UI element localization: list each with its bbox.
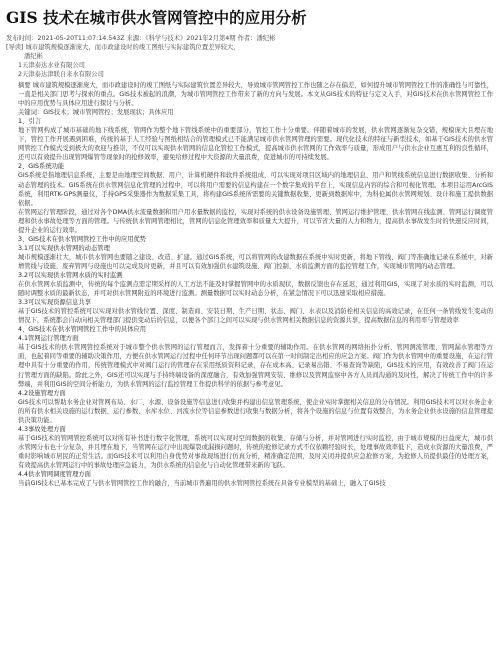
paragraph: 基于GIS技术的管控系统可以实现对供水管线位置、深度、制造商、安装日期、生产日期、状态、阀门、水表以及消防栓相关信息的高效记录，在任何一条管线发生变动的情况下，系统都会自动向相关管理部门提供变动后的信息，以便各个部门之间可以实现与供水管网相关数据信息的资源共享，提高数据信息的利用率与管理效率	[18, 308, 493, 325]
paragraph: 在供水管网水质监测中，传统的每个监测点需定期采样的人工方法不能及时掌握管网中的水质现状，数据反馈也存在延迟，通过利用GIS，实现了对水质的实时监测，可以随时调整水质的最新状态，并可对供水管网附近的环境进行监测。测量数据可以实时动态分析，在紧急情况下可以迅速采取相应措施。	[18, 281, 493, 298]
subsection-heading: 4.2设施管理方面	[18, 389, 66, 397]
publish-meta: 发布时间：2021-05-20T11:07:14.543Z 来源：《科学与技术》2021年2月第4期 作者：潘纪彬	[6, 35, 276, 42]
subsection-heading: 4.3事故处理方面	[18, 425, 66, 433]
section-heading: 3、GIS技术在供水管网管控工作中的应用优势	[18, 235, 147, 243]
subsection-heading: 4.1管网运行管理方面	[18, 335, 79, 343]
paragraph: 当前GIS技术已基本完成了与供水管网管控工作的融合，当前城市普遍用的供水管网管控系统在具备专业模型的基础上，融入了GIS技	[18, 480, 386, 488]
paragraph: 基于GIS技术的管网管控系统可以对所有补书进行数字化管理，系统可以实现对空间数据的收集、存储与分析，并对管网进行实时监控，由于城市规模的日益庞大，城市供水管网分布也十分复杂，并且埋在地下，当管网在运行中出现爆裂或漏损问题时，传统的抢修记录方式不仅依赖经验时长，处理事故效率低下，造成水资源的大量浪费，严重时影响城市居民的正常生活。而GIS技术可以利用自身优势对事故现场进行仿真分析，精准确定范围，及时关闭并提供应急抢修方案，为抢修人员提供最佳的处理方案，有效提高供水管网运行中的事故处理应急能力，为供水系统的信息化与自动化管理带来新的飞跃。	[18, 434, 493, 469]
paragraph: 地下管网构成了城市基础的地下线系统，管网作为整个地下管线系统中的重要部分，管控工作十分重要。伴随着城市的发展，供水管网逐渐复杂交错，规模庞大且埋在地下，管控工作开展遇到困难，传统的基于人工经验与图纸相结合的管理模式已不能满足城市供水管网管理的需要。现代化技术的特征与新型技术，如基于GIS技术的供水管网管控工作模式受到极大的欢迎与推崇，不仅可以实现供水管网的信息化管控工作模式，提高城市供水管网的工作效率与质量，形成用户与供水企业互惠互利的良性循环，还可以有效提升出现管网爆管等现象时的抢修效率，避免给修过程中大资源的大量浪费，促进城市的可持续发展。	[18, 127, 493, 162]
author-name: 潘纪彬	[24, 53, 43, 60]
subsection-heading: 4.4供水管网调度管理方面	[18, 471, 91, 479]
affiliation-2: 2天津泰达津联自来水有限公司	[18, 71, 104, 78]
section-heading: 4、GIS技术在供水管网管控工作中的具体应用	[18, 326, 147, 334]
subsection-heading: 3.2可以实现供水管网水质的实时监测	[18, 271, 123, 279]
paragraph: 基于GIS技术的供水管网管控系统对于城市整个供水管网的运行管理而言，发挥着十分重要的辅助作用。在供水管网的网络拓扑分析、管网测流管理、管网漏水管理等方面，也起着同等重要的辅助决策作用，方便在供水管网运行过程中任何环节出现问题都可以在第一时间制定出相应的应急方案。阀门作为供水管网中的重要设施，在运行管理中具有十分重要的作用，传统管理模式中对阀门运行的管理存在采用纸质资料记录，存在成本高、记录易出错、不易查询等缺陷，GIS技术的应用，有效改善了阀门在运行管理方面的缺陷。除此之外，GIS还可以实现与手持终端设备的深度融合，有效加强管网安装、维修以及管网监察中各方人员间沟通的及时性，解决了传统工作中的许多弊端，并利用GIS的空间分析能力，为供水管网的运行监控管理工作提供科学的依据与参考意见。	[18, 344, 493, 388]
guide-text: [导读] 城市建筑规模逐渐庞大，而市政建设时的竣工图纸与实际建筑位置差异较大，	[6, 44, 240, 51]
paragraph: GIS技术可以帮助水务企业对管网布局、水厂、水源、设备设施等信息进行收集并构建出信息管理系统，使企业实时掌握相关信息的分布情况。利用GIS技术可以对水务企业的所有供水相关设施的运行数据、运行参数、水库水位、河流水位等信息参数进行收集与数据分析，将各个设施的信息与位置有效整合，为水务企业供水设施的信息管理提供决策功能。	[18, 398, 493, 424]
paragraph: GIS系统是指地理信息系统，主要是由地理空间数据、用户、计算机硬件和软件系统组成，可以实现对项目区域内的地理信息、用户和管线系统信息进行数据收集、分析和动态管理的技术。GIS系统在供水管网信息化管理的过程中，可以将用户需要的信息构建在一个数字集成的平台上，实现信息内容的综合和可视化管理。本项目运用ArcGIS系统，利用RTK-GPS测量仪，手持GPS采集器作为数据采集工具，将构建GIS系统所需要的关键数据收集、更新到数据库中，为科伦属供水管网规划、设计和施工提供数据依据。	[18, 172, 493, 207]
keywords: 关键词：GIS技术；城市管网管控；发展现状；具体应用	[18, 109, 174, 117]
paragraph: 城市规模逐渐壮大，城市供水管网也要随之建设、改造、扩建。通过GIS系统，可以将管网的改建数据在系统中实时更新，将地下管线、阀门等准确地记录在系统中，对新增管线与设施、废弃管网与设施也可以完成及时更新，并且可以有效加强供水建筑设施、阀门控制、水质监测方面的监控管理工作，实现城市管网的动态管理。	[18, 253, 493, 270]
subsection-heading: 3.3可以实现资源信息共享	[18, 299, 91, 307]
section-heading: 2、GIS系统功能	[18, 163, 65, 171]
article-body	[6, 81, 493, 488]
section-heading: 1、引言	[18, 118, 41, 126]
paragraph: 在管网运行管理阶段，通过对各个DMA供水流量数据和用户用水量数据的监控，实现对系统的供水设备设施管理、管网运行维护管理、供水管网在线监测、管网运行调度管理和供水事故处理等方面的管理。与传统供水管网管理相比，管网的信息化管理效率和质量大大提升，可以节省大量的人力和物力，提高供水事故发生时的快速反应时间，提升企业的运行效率。	[18, 208, 493, 234]
page-title: GIS 技术在城市供水管网管控中的应用分析	[6, 8, 307, 27]
affiliation-1: 1天津泰达水业有限公司	[18, 62, 85, 69]
subsection-heading: 3.1可以实现供水管网的动态管理	[18, 244, 110, 252]
abstract-paragraph: 摘要 城市建筑规模逐渐庞大，而市政建设时的竣工图纸与实际建筑位置差异较大，导致城市管网管控工作也随之存在偏差，如何提升城市管网管控工作的准确性与可靠性，一直是相关部门思考与探索的重点。GIS技术被起的浪潮，为城市管网管控工作带来了新的方向与发展。本文从GIS技术的特征与定义入手，对GIS技术在供水管网管控工作中的应用优势与具体应用进行探讨与分析。	[18, 82, 493, 108]
